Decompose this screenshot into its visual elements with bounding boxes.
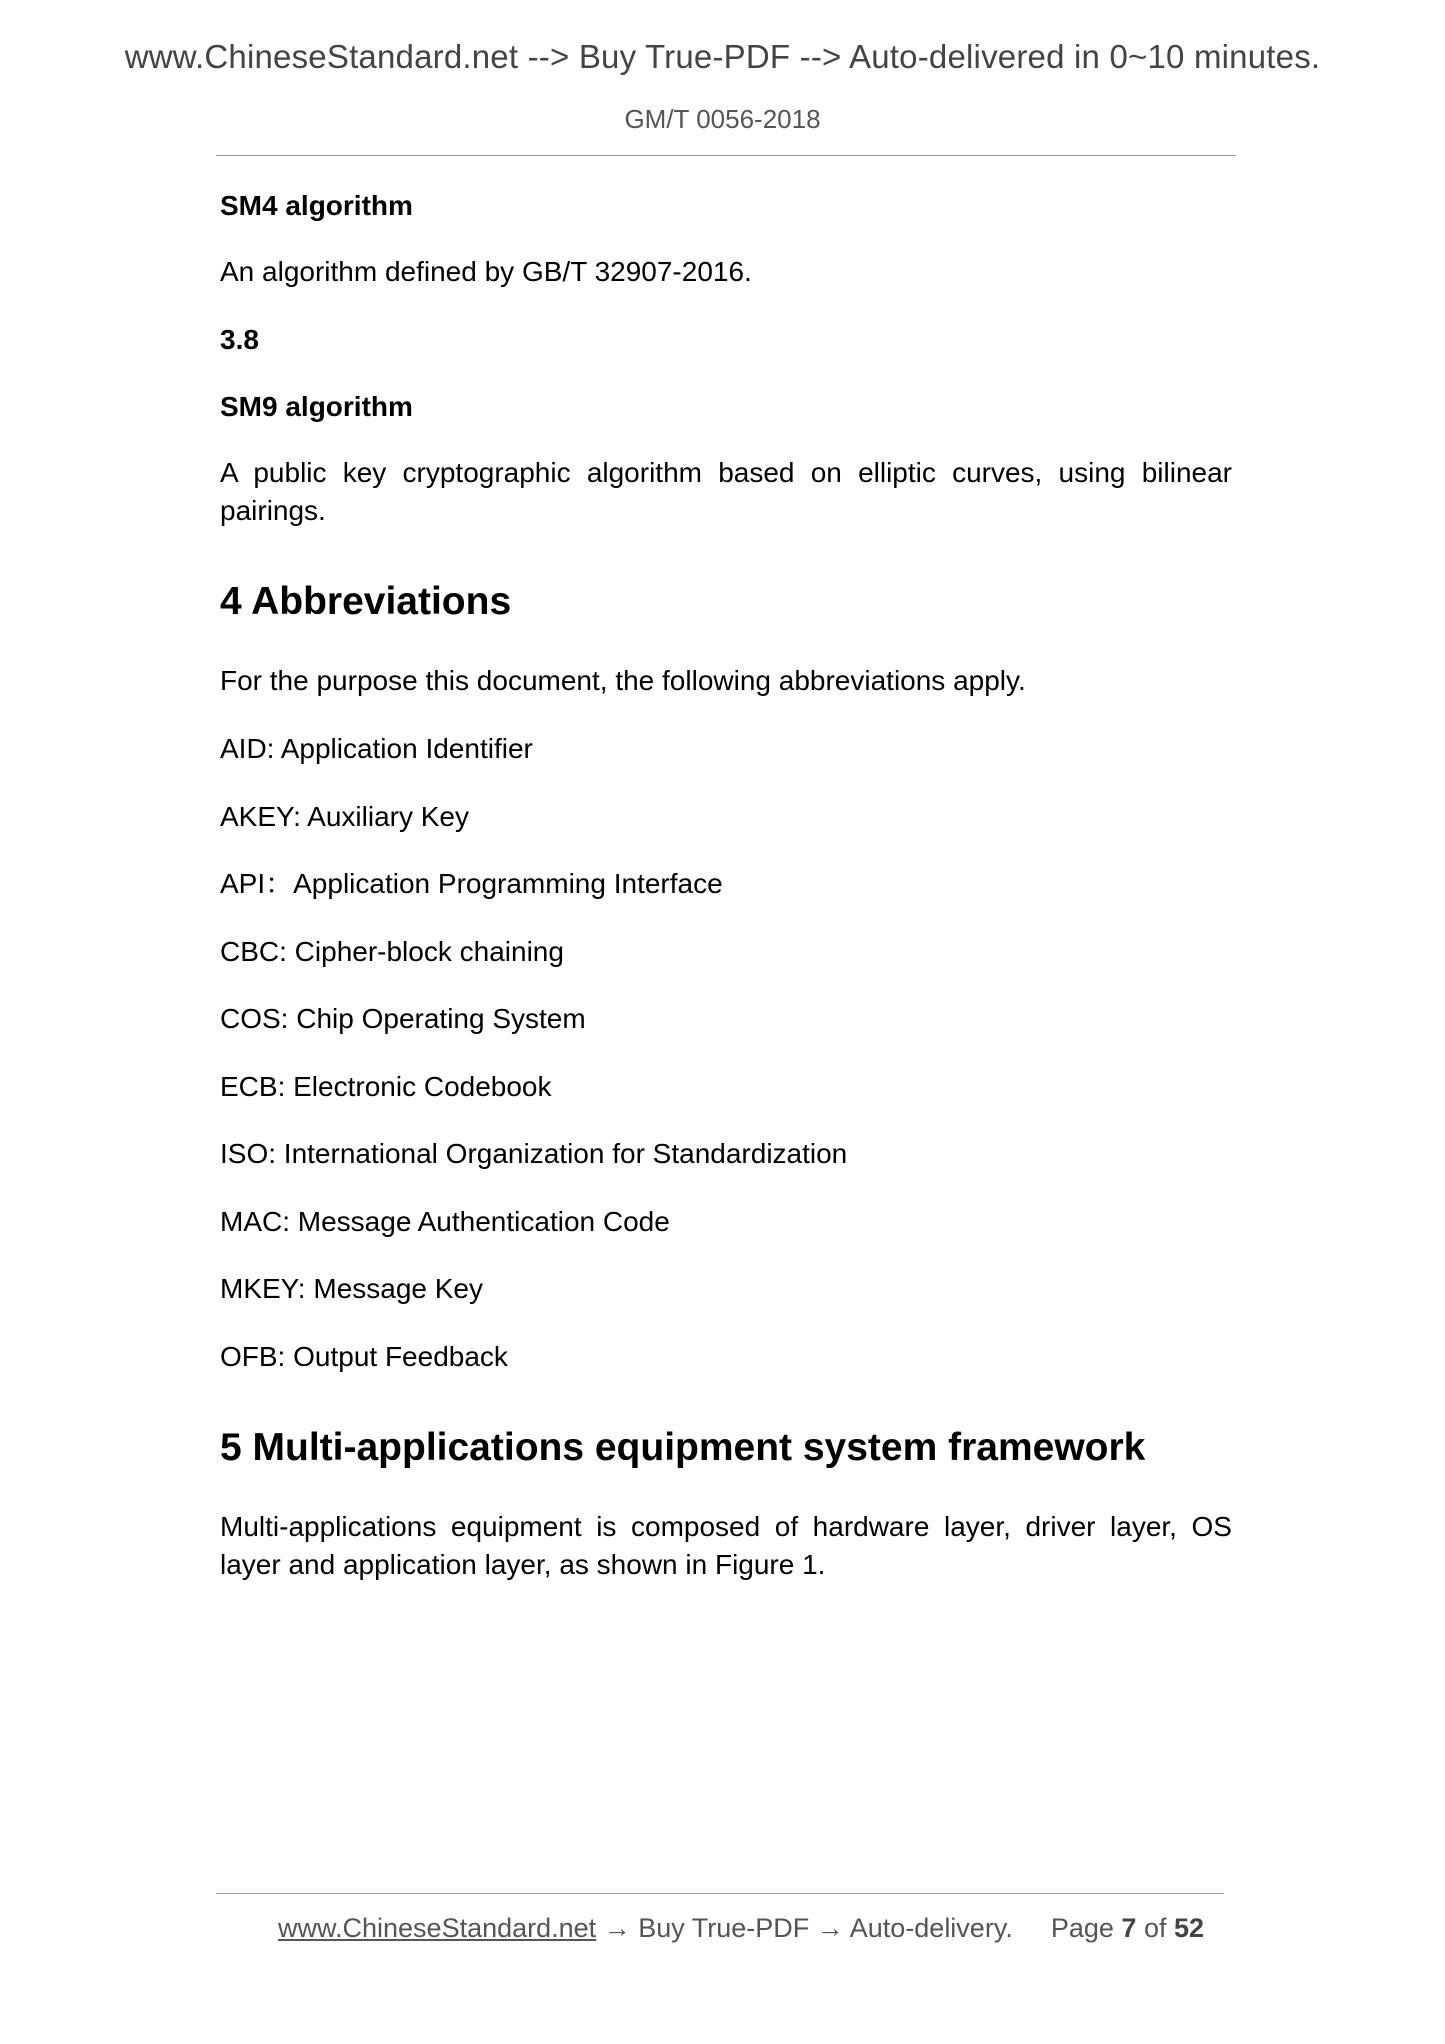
term-sm9-title: SM9 algorithm [220,391,413,422]
abbreviation-item-cbc: CBC: Cipher-block chaining [220,935,564,967]
section-4-heading: 4 Abbreviations [220,580,512,623]
of-label: of [1143,1913,1167,1943]
term-sm4-title: SM4 algorithm [220,190,413,221]
page-indicator [1051,1913,1204,1943]
page-label: Page [1050,1913,1114,1943]
term-sm9-definition: A public key cryptographic algorithm based on elliptic curves, using bilinear pairings. [220,457,1232,526]
header-divider [216,155,1236,156]
section-5-heading: 5 Multi-applications equipment system framework [220,1425,1146,1469]
abbreviation-item-aid: AID: Application Identifier [220,733,533,764]
abbreviation-list [220,730,1232,1376]
abbreviation-item-cos: COS: Chip Operating System [220,1003,586,1034]
page-footer [278,1913,1204,1944]
page-number: 7 [1121,1913,1137,1943]
footer-tagline: → Buy True-PDF → Auto-delivery. [596,1913,1013,1943]
section-5-body: Multi-applications equipment is composed of hardware layer, driver layer, OS layer and application layer, as shown in Figure 1. [220,1510,1232,1580]
page-content [220,186,1232,1613]
abbreviation-item-mac: MAC: Message Authentication Code [220,1205,670,1237]
abbreviation-item-ecb: ECB: Electronic Codebook [220,1070,552,1102]
document-code: GM/T 0056-2018 [624,104,821,134]
footer-divider [216,1893,1224,1894]
abbreviation-item-ofb: OFB: Output Feedback [220,1340,508,1372]
abbreviation-item-mkey: MKEY: Message Key [220,1273,484,1304]
term-number-3-8: 3.8 [220,324,259,355]
term-sm4-definition: An algorithm defined by GB/T 32907-2016. [220,256,752,287]
footer-site-link[interactable]: www.ChineseStandard.net [278,1913,597,1943]
abbreviation-item-api: API：Application Programming Interface [220,868,723,899]
abbreviation-item-iso: ISO: International Organization for Standardization [220,1138,848,1169]
abbreviation-item-akey: AKEY: Auxiliary Key [220,800,470,832]
top-banner: www.ChineseStandard.net --> Buy True-PDF --> Auto-delivered in 0~10 minutes. [124,38,1321,75]
section-4-intro: For the purpose this document, the following abbreviations apply. [220,665,1026,696]
total-pages: 52 [1174,1913,1205,1943]
